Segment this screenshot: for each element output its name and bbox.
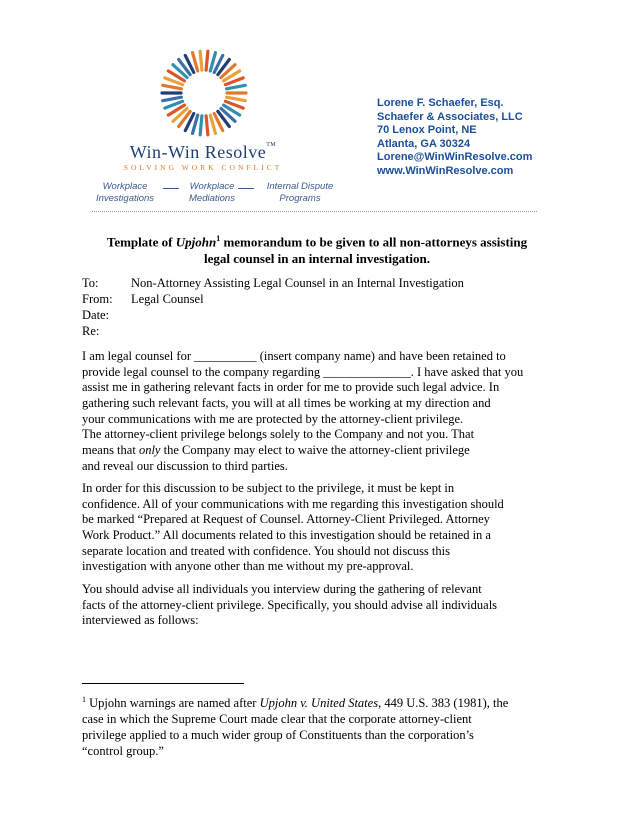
trademark-mark: TM [266, 142, 277, 148]
contact-address-line-1: 70 Lenox Point, NE [377, 124, 477, 136]
contact-website: www.WinWinResolve.com [377, 164, 514, 177]
contact-block [377, 97, 532, 178]
document-title: Template of Upjohn$^1$ memorandum to be given to all non-attorneys assisting legal counsel in an internal investigation. [106, 234, 528, 267]
footnote-number: 1 [82, 695, 86, 704]
logo-ray [206, 116, 208, 135]
service-divider [238, 188, 254, 189]
footnote: $^1$ Upjohn warnings are named after Upjohn v. United States, 449 U.S. 383 (1981), the case in which the Supreme Court made clear that the corporate attorney-client privilege applied to a much wider group of Constituents than the corporation’s “control group.” [82, 695, 509, 759]
contact-email: Lorene@WinWinResolve.com [377, 151, 533, 163]
footnote-ref: 1 [216, 234, 221, 243]
contact-name: Lorene F. Schaefer, Esq. [377, 97, 504, 109]
service-internal-dispute-programs: Internal Dispute Programs [266, 181, 334, 204]
paragraph-intro: I am legal counsel for __________ (insert company name) and have been retained to provide legal counsel to the company regarding ______________. I have asked that you assist me in gathering relevant facts in order for me to provide such legal advice. In gathering such relevant facts, you will at all times be working at my direction and your communications with me are protected by the attorney-client privilege. The attorney-client privilege belongs solely to the Company and not you. That means that only the Company may elect to waive the attorney-client privilege and reveal our discussion to third parties. [82, 349, 524, 473]
contact-firm: Schaefer & Associates, LLC [377, 110, 523, 123]
logo-ray [163, 97, 182, 100]
brand-tagline: SOLVING WORK CONFLICT [123, 163, 283, 172]
contact-address-line-2: Atlanta, GA 30324 [377, 137, 471, 150]
logo-ray [200, 51, 202, 70]
logo-ray [227, 97, 246, 100]
sunburst-ring-logo-icon [160, 46, 248, 140]
header-divider [92, 211, 537, 212]
paragraph-confidentiality: In order for this discussion to be subject to the privilege, it must be kept in confidence. All of your communications with me regarding this investigation should be marked “Prepared at Request of Counsel. Attorney-Client Privileged. Attorney Work Product.” All documents related to this investigation should be retained in a separate location and treated with confidence. You should not discuss this investigation with anyone other than me without my pre-approval. [82, 481, 504, 574]
logo-ray [163, 85, 182, 88]
paragraph-advise-interviewees: You should advise all individuals you interview during the gathering of relevant facts of the attorney-client privilege. Specifically, you should advise all individuals interviewed as follows: [82, 582, 498, 628]
logo-ray [227, 85, 246, 88]
logo-ray [200, 116, 202, 135]
logo-ray [206, 51, 208, 70]
memo-date-row: Date: [82, 308, 110, 322]
service-workplace-mediations: Workplace Mediations [189, 181, 235, 204]
footnote-divider [82, 683, 244, 684]
service-workplace-investigations: Workplace Investigations [95, 181, 155, 204]
memo-header [82, 275, 464, 339]
memo-re-row: Re: [82, 324, 100, 338]
brand-name: Win-Win Resolve™ [129, 142, 277, 162]
memo-to-row: To: Non-Attorney Assisting Legal Counsel in an Internal Investigation [82, 276, 464, 290]
memo-from-row: From: Legal Counsel [82, 292, 204, 306]
service-divider [163, 188, 179, 189]
